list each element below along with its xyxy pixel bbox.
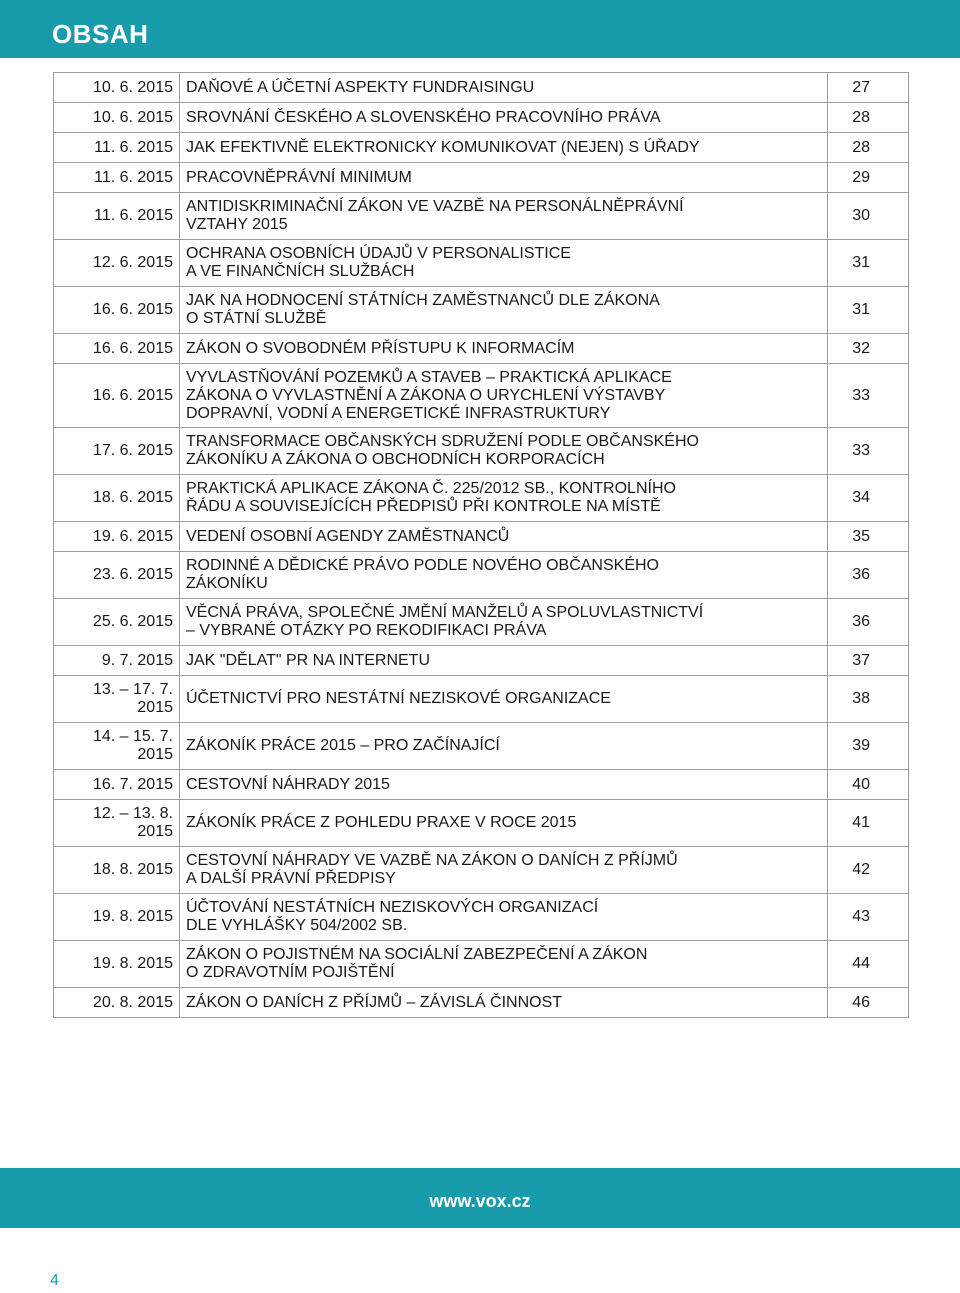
toc-title: VYVLASTŇOVÁNÍ POZEMKŮ A STAVEB – PRAKTICKÁ APLIKACE ZÁKONA O VYVLASTNĚNÍ A ZÁKONA O URYCHLENÍ VÝSTAVBY DOPRAVNÍ, VODNÍ A ENERGETICKÉ INFRASTRUKTURY	[180, 364, 828, 428]
toc-date: 11. 6. 2015	[54, 133, 180, 163]
toc-body	[54, 73, 909, 1018]
toc-row	[54, 941, 909, 988]
toc-title: ZÁKONÍK PRÁCE 2015 – PRO ZAČÍNAJÍCÍ	[180, 723, 828, 770]
toc-title: CESTOVNÍ NÁHRADY 2015	[180, 770, 828, 800]
toc-title: JAK "DĚLAT" PR NA INTERNETU	[180, 646, 828, 676]
toc-row	[54, 894, 909, 941]
toc-date: 25. 6. 2015	[54, 599, 180, 646]
toc-title: PRACOVNĚPRÁVNÍ MINIMUM	[180, 163, 828, 193]
toc-page: 28	[828, 103, 909, 133]
toc-date: 12. 6. 2015	[54, 240, 180, 287]
toc-title: ZÁKON O POJISTNÉM NA SOCIÁLNÍ ZABEZPEČENÍ A ZÁKON O ZDRAVOTNÍM POJIŠTĚNÍ	[180, 941, 828, 988]
toc-title: CESTOVNÍ NÁHRADY VE VAZBĚ NA ZÁKON O DANÍCH Z PŘÍJMŮ A DALŠÍ PRÁVNÍ PŘEDPISY	[180, 847, 828, 894]
toc-date: 17. 6. 2015	[54, 428, 180, 475]
toc-page: 37	[828, 646, 909, 676]
footer-url[interactable]: www.vox.cz	[429, 1191, 531, 1211]
toc-title: PRAKTICKÁ APLIKACE ZÁKONA Č. 225/2012 SB., KONTROLNÍHO ŘÁDU A SOUVISEJÍCÍCH PŘEDPISŮ PŘI KONTROLE NA MÍSTĚ	[180, 475, 828, 522]
toc-row	[54, 287, 909, 334]
toc-date: 19. 8. 2015	[54, 941, 180, 988]
toc-row	[54, 723, 909, 770]
toc-page: 36	[828, 599, 909, 646]
page-title: OBSAH	[52, 19, 149, 49]
toc-date: 16. 6. 2015	[54, 334, 180, 364]
toc-title: VEDENÍ OSOBNÍ AGENDY ZAMĚSTNANCŮ	[180, 522, 828, 552]
toc-page: 36	[828, 552, 909, 599]
toc-page: 39	[828, 723, 909, 770]
toc-date: 11. 6. 2015	[54, 163, 180, 193]
toc-row	[54, 364, 909, 428]
toc-date: 16. 6. 2015	[54, 364, 180, 428]
toc-date: 16. 6. 2015	[54, 287, 180, 334]
toc-title: JAK NA HODNOCENÍ STÁTNÍCH ZAMĚSTNANCŮ DLE ZÁKONA O STÁTNÍ SLUŽBĚ	[180, 287, 828, 334]
toc-row	[54, 800, 909, 847]
toc-row	[54, 475, 909, 522]
toc-date: 16. 7. 2015	[54, 770, 180, 800]
toc-page: 34	[828, 475, 909, 522]
toc-title: VĚCNÁ PRÁVA, SPOLEČNÉ JMĚNÍ MANŽELŮ A SPOLUVLASTNICTVÍ – VYBRANÉ OTÁZKY PO REKODIFIKACI PRÁVA	[180, 599, 828, 646]
toc-page: 35	[828, 522, 909, 552]
toc-page: 33	[828, 428, 909, 475]
toc-page: 46	[828, 988, 909, 1018]
toc-row	[54, 676, 909, 723]
toc-title: TRANSFORMACE OBČANSKÝCH SDRUŽENÍ PODLE OBČANSKÉHO ZÁKONÍKU A ZÁKONA O OBCHODNÍCH KORPORACÍCH	[180, 428, 828, 475]
toc-row	[54, 552, 909, 599]
toc-date: 14. – 15. 7. 2015	[54, 723, 180, 770]
toc-date: 10. 6. 2015	[54, 73, 180, 103]
toc-row	[54, 847, 909, 894]
toc-date: 12. – 13. 8. 2015	[54, 800, 180, 847]
toc-date: 18. 6. 2015	[54, 475, 180, 522]
toc-title: DAŇOVÉ A ÚČETNÍ ASPEKTY FUNDRAISINGU	[180, 73, 828, 103]
toc-page: 41	[828, 800, 909, 847]
header-bar	[0, 0, 960, 58]
toc-title: ZÁKONÍK PRÁCE Z POHLEDU PRAXE V ROCE 2015	[180, 800, 828, 847]
toc-date: 9. 7. 2015	[54, 646, 180, 676]
toc-page: 33	[828, 364, 909, 428]
toc-page: 28	[828, 133, 909, 163]
toc-page: 40	[828, 770, 909, 800]
toc-row	[54, 646, 909, 676]
toc-title: ZÁKON O DANÍCH Z PŘÍJMŮ – ZÁVISLÁ ČINNOST	[180, 988, 828, 1018]
toc-page: 31	[828, 240, 909, 287]
page-number: 4	[50, 1272, 59, 1289]
toc-row	[54, 240, 909, 287]
toc-date: 18. 8. 2015	[54, 847, 180, 894]
toc-row	[54, 522, 909, 552]
toc-title: OCHRANA OSOBNÍCH ÚDAJŮ V PERSONALISTICE A VE FINANČNÍCH SLUŽBÁCH	[180, 240, 828, 287]
toc-title: ANTIDISKRIMINAČNÍ ZÁKON VE VAZBĚ NA PERSONÁLNĚPRÁVNÍ VZTAHY 2015	[180, 193, 828, 240]
toc-row	[54, 73, 909, 103]
toc-page: 38	[828, 676, 909, 723]
toc-page: 29	[828, 163, 909, 193]
toc-row	[54, 193, 909, 240]
toc-row	[54, 133, 909, 163]
toc-row	[54, 103, 909, 133]
toc-row	[54, 988, 909, 1018]
toc-title: ÚČTOVÁNÍ NESTÁTNÍCH NEZISKOVÝCH ORGANIZACÍ DLE VYHLÁŠKY 504/2002 SB.	[180, 894, 828, 941]
toc-date: 10. 6. 2015	[54, 103, 180, 133]
toc-row	[54, 334, 909, 364]
toc-page: 32	[828, 334, 909, 364]
toc-page: 43	[828, 894, 909, 941]
toc-date: 19. 6. 2015	[54, 522, 180, 552]
footer-bar	[0, 1168, 960, 1228]
toc-date: 20. 8. 2015	[54, 988, 180, 1018]
toc-date: 13. – 17. 7. 2015	[54, 676, 180, 723]
toc-title: JAK EFEKTIVNĚ ELEKTRONICKY KOMUNIKOVAT (NEJEN) S ÚŘADY	[180, 133, 828, 163]
toc-table	[53, 72, 909, 1018]
toc-title: RODINNÉ A DĚDICKÉ PRÁVO PODLE NOVÉHO OBČANSKÉHO ZÁKONÍKU	[180, 552, 828, 599]
toc-title: ZÁKON O SVOBODNÉM PŘÍSTUPU K INFORMACÍM	[180, 334, 828, 364]
toc-title: SROVNÁNÍ ČESKÉHO A SLOVENSKÉHO PRACOVNÍHO PRÁVA	[180, 103, 828, 133]
toc-row	[54, 163, 909, 193]
toc-page: 42	[828, 847, 909, 894]
toc-row	[54, 428, 909, 475]
toc-row	[54, 599, 909, 646]
toc-page: 31	[828, 287, 909, 334]
toc-page: 30	[828, 193, 909, 240]
toc-row	[54, 770, 909, 800]
toc-date: 23. 6. 2015	[54, 552, 180, 599]
toc-page: 44	[828, 941, 909, 988]
toc-title: ÚČETNICTVÍ PRO NESTÁTNÍ NEZISKOVÉ ORGANIZACE	[180, 676, 828, 723]
toc-date: 11. 6. 2015	[54, 193, 180, 240]
toc-page: 27	[828, 73, 909, 103]
toc-date: 19. 8. 2015	[54, 894, 180, 941]
